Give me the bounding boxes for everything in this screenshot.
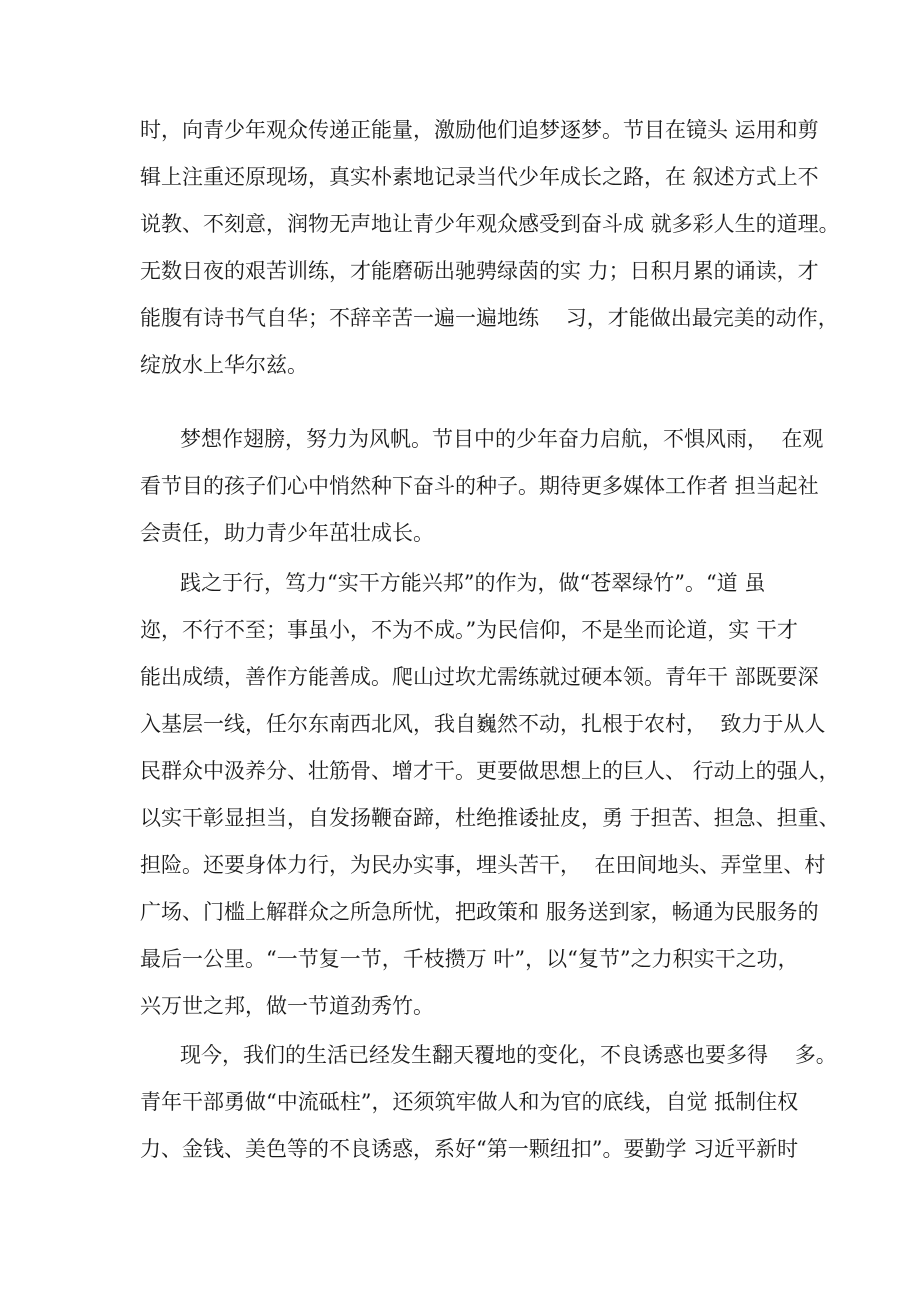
text-line-9: 会责任，助力青少年茁壮成长。 bbox=[140, 521, 434, 545]
text-line-16: 担险。还要身体力行，为民办实事，埋头苦干， 在田间地头、弄堂里、村 bbox=[140, 853, 826, 877]
text-line-11: 迩，不行不至；事虽小，不为不成。”为民信仰，不是坐而论道，实 干才 bbox=[140, 618, 798, 642]
text-line-10: 践之于行，笃力“实干方能兴邦”的作为，做“苍翠绿竹”。“道 虽 bbox=[180, 571, 766, 595]
text-line-20: 现今，我们的生活已经发生翻天覆地的变化，不良诱惑也要多得 多。 bbox=[180, 1043, 837, 1067]
text-line-18: 最后一公里。“一节复一节，千枝攒万 叶”，以“复节”之力积实干之功， bbox=[140, 947, 799, 971]
text-line-15: 以实干彰显担当，自发扬鞭奋蹄，杜绝推诿扯皮，勇 于担苦、担急、担重、 bbox=[140, 806, 840, 830]
text-line-7: 梦想作翅膀，努力为风帆。节目中的少年奋力启航，不惧风雨， 在观 bbox=[180, 427, 824, 451]
text-line-6: 绽放水上华尔兹。 bbox=[140, 353, 308, 377]
text-line-13: 入基层一线，任尔东南西北风，我自巍然不动，扎根于农村， 致力于从人 bbox=[140, 712, 826, 736]
text-line-17: 广场、门槛上解群众之所急所忧，把政策和 服务送到家，畅通为民服务的 bbox=[140, 900, 819, 924]
text-line-2: 辑上注重还原现场，真实朴素地记录当代少年成长之路，在 叙述方式上不 bbox=[140, 165, 819, 189]
text-line-3: 说教、不刻意，润物无声地让青少年观众感受到奋斗成 就多彩人生的道理。 bbox=[140, 212, 840, 236]
text-line-8: 看节目的孩子们心中悄然种下奋斗的种子。期待更多媒体工作者 担当起社 bbox=[140, 474, 819, 498]
text-line-1: 时，向青少年观众传递正能量，激励他们追梦逐梦。节目在镜头 运用和剪 bbox=[140, 118, 819, 142]
text-line-22: 力、金钱、美色等的不良诱惑，系好“第一颗纽扣”。要勤学 习近平新时 bbox=[140, 1137, 799, 1161]
text-line-19: 兴万世之邦，做一节道劲秀竹。 bbox=[140, 994, 434, 1018]
text-line-5: 能腹有诗书气自华；不辞辛苦一遍一遍地练 习，才能做出最完美的动作， bbox=[140, 306, 839, 330]
text-line-4: 无数日夜的艰苦训练，才能磨砺出驰骋绿茵的实 力；日积月累的诵读，才 bbox=[140, 259, 819, 283]
text-line-14: 民群众中汲养分、壮筋骨、增才干。更要做思想上的巨人、 行动上的强人， bbox=[140, 759, 840, 783]
text-line-21: 青年干部勇做“中流砥柱”，还须筑牢做人和为官的底线，自觉 抵制住权 bbox=[140, 1090, 799, 1114]
text-line-12: 能出成绩，善作方能善成。爬山过坎尤需练就过硬本领。青年干 部既要深 bbox=[140, 665, 819, 689]
